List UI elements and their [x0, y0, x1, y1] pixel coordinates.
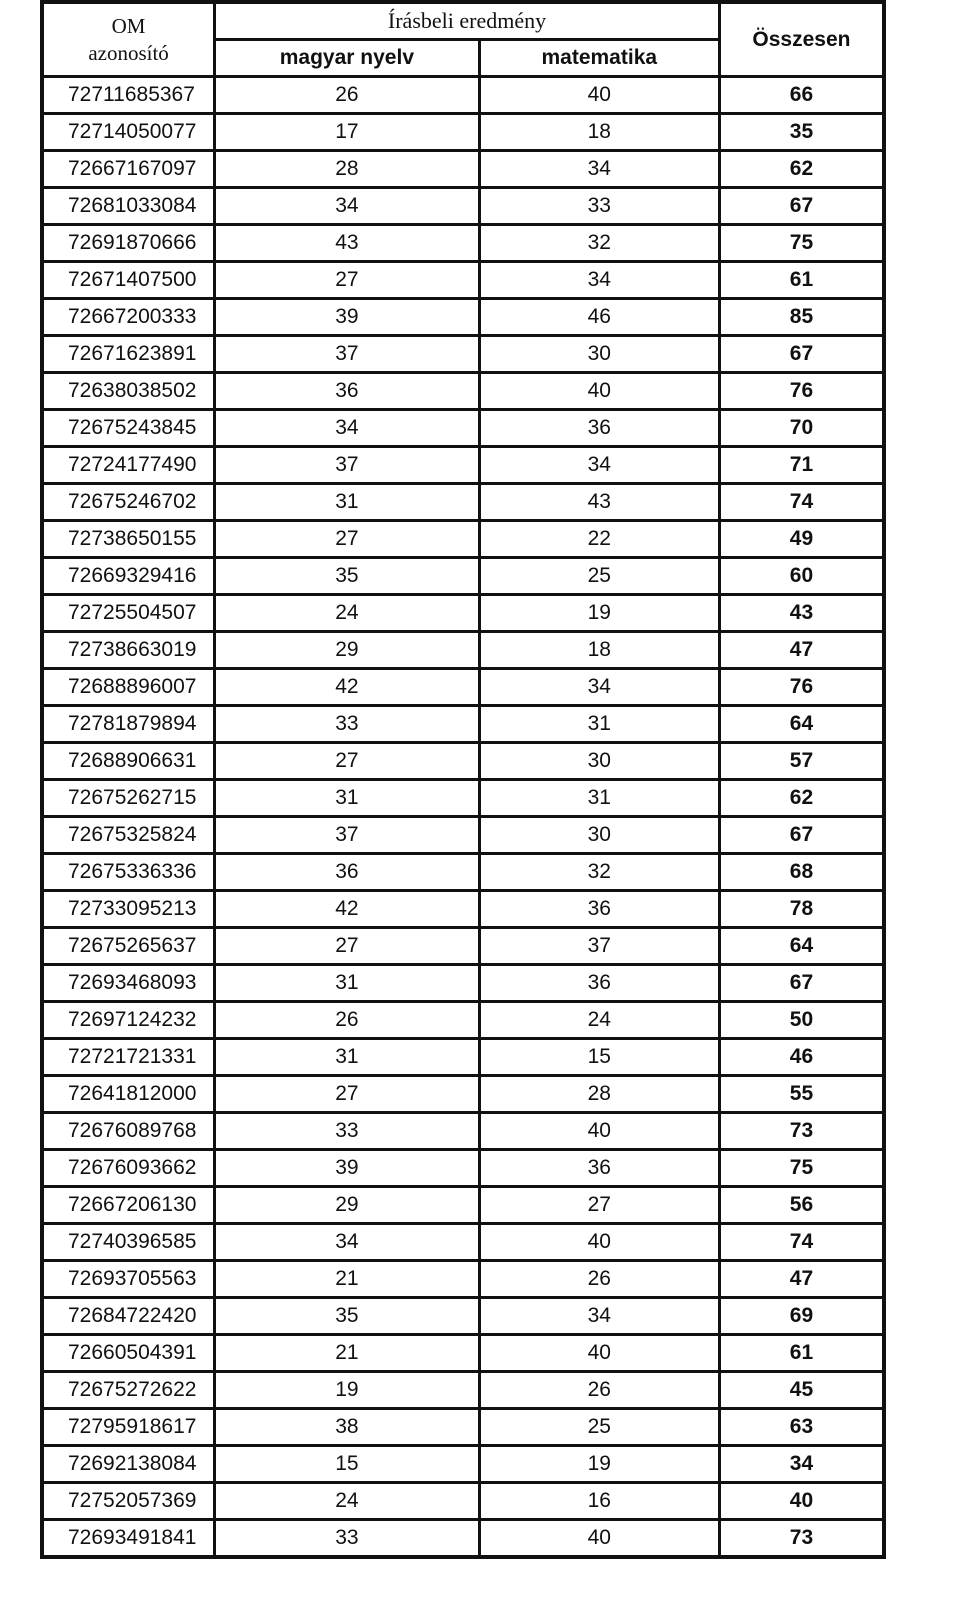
- table-row: [42, 1150, 884, 1187]
- hungarian-score-cell: 34: [215, 410, 480, 447]
- math-score-cell: 30: [479, 817, 719, 854]
- table-row: [42, 891, 884, 928]
- om-id-cell: 72671407500: [42, 262, 215, 299]
- math-score-cell: 34: [479, 447, 719, 484]
- om-id-cell: 72676089768: [42, 1113, 215, 1150]
- math-score-cell: 34: [479, 1298, 719, 1335]
- table-row: [42, 447, 884, 484]
- total-score-cell: 46: [719, 1039, 884, 1076]
- om-id-cell: 72676093662: [42, 1150, 215, 1187]
- hungarian-score-cell: 24: [215, 1483, 480, 1520]
- total-score-cell: 67: [719, 336, 884, 373]
- math-score-cell: 32: [479, 854, 719, 891]
- hungarian-score-cell: 42: [215, 669, 480, 706]
- om-id-cell: 72675246702: [42, 484, 215, 521]
- header-row-top: [42, 2, 884, 40]
- total-score-cell: 64: [719, 928, 884, 965]
- hungarian-score-cell: 35: [215, 558, 480, 595]
- om-id-cell: 72675336336: [42, 854, 215, 891]
- hungarian-score-cell: 31: [215, 965, 480, 1002]
- math-score-cell: 19: [479, 1446, 719, 1483]
- om-id-cell: 72752057369: [42, 1483, 215, 1520]
- math-score-cell: 37: [479, 928, 719, 965]
- om-id-cell: 72675265637: [42, 928, 215, 965]
- table-row: [42, 299, 884, 336]
- math-score-cell: 16: [479, 1483, 719, 1520]
- om-id-cell: 72740396585: [42, 1224, 215, 1261]
- hungarian-score-cell: 15: [215, 1446, 480, 1483]
- hungarian-score-cell: 33: [215, 1520, 480, 1558]
- om-id-cell: 72781879894: [42, 706, 215, 743]
- header-written-results: Írásbeli eredmény: [215, 2, 720, 40]
- total-score-cell: 73: [719, 1113, 884, 1150]
- math-score-cell: 36: [479, 965, 719, 1002]
- total-score-cell: 35: [719, 114, 884, 151]
- hungarian-score-cell: 26: [215, 1002, 480, 1039]
- om-id-cell: 72724177490: [42, 447, 215, 484]
- hungarian-score-cell: 36: [215, 854, 480, 891]
- table-row: [42, 336, 884, 373]
- om-id-cell: 72693491841: [42, 1520, 215, 1558]
- total-score-cell: 73: [719, 1520, 884, 1558]
- om-id-cell: 72795918617: [42, 1409, 215, 1446]
- hungarian-score-cell: 24: [215, 595, 480, 632]
- header-om-id: [42, 2, 215, 77]
- hungarian-score-cell: 27: [215, 743, 480, 780]
- total-score-cell: 68: [719, 854, 884, 891]
- om-id-cell: 72721721331: [42, 1039, 215, 1076]
- om-id-cell: 72733095213: [42, 891, 215, 928]
- total-score-cell: 62: [719, 780, 884, 817]
- table-row: [42, 1483, 884, 1520]
- table-body: [42, 77, 884, 1558]
- total-score-cell: 34: [719, 1446, 884, 1483]
- math-score-cell: 18: [479, 632, 719, 669]
- hungarian-score-cell: 29: [215, 1187, 480, 1224]
- math-score-cell: 15: [479, 1039, 719, 1076]
- table-row: [42, 114, 884, 151]
- om-id-cell: 72671623891: [42, 336, 215, 373]
- hungarian-score-cell: 21: [215, 1261, 480, 1298]
- om-id-cell: 72692138084: [42, 1446, 215, 1483]
- hungarian-score-cell: 27: [215, 262, 480, 299]
- total-score-cell: 40: [719, 1483, 884, 1520]
- total-score-cell: 69: [719, 1298, 884, 1335]
- math-score-cell: 32: [479, 225, 719, 262]
- table-row: [42, 1335, 884, 1372]
- table-row: [42, 188, 884, 225]
- math-score-cell: 46: [479, 299, 719, 336]
- results-table: [40, 0, 886, 1559]
- math-score-cell: 26: [479, 1372, 719, 1409]
- table-row: [42, 410, 884, 447]
- hungarian-score-cell: 34: [215, 1224, 480, 1261]
- hungarian-score-cell: 31: [215, 780, 480, 817]
- om-id-cell: 72675272622: [42, 1372, 215, 1409]
- hungarian-score-cell: 33: [215, 706, 480, 743]
- total-score-cell: 64: [719, 706, 884, 743]
- om-id-cell: 72738663019: [42, 632, 215, 669]
- om-id-cell: 72725504507: [42, 595, 215, 632]
- table-row: [42, 1002, 884, 1039]
- math-score-cell: 34: [479, 151, 719, 188]
- hungarian-score-cell: 42: [215, 891, 480, 928]
- math-score-cell: 19: [479, 595, 719, 632]
- total-score-cell: 47: [719, 632, 884, 669]
- total-score-cell: 76: [719, 373, 884, 410]
- hungarian-score-cell: 43: [215, 225, 480, 262]
- total-score-cell: 76: [719, 669, 884, 706]
- total-score-cell: 67: [719, 817, 884, 854]
- total-score-cell: 57: [719, 743, 884, 780]
- total-score-cell: 70: [719, 410, 884, 447]
- header-math: matematika: [479, 40, 719, 77]
- total-score-cell: 74: [719, 1224, 884, 1261]
- table-row: [42, 521, 884, 558]
- math-score-cell: 40: [479, 373, 719, 410]
- total-score-cell: 67: [719, 188, 884, 225]
- math-score-cell: 30: [479, 743, 719, 780]
- hungarian-score-cell: 39: [215, 1150, 480, 1187]
- math-score-cell: 40: [479, 1520, 719, 1558]
- total-score-cell: 55: [719, 1076, 884, 1113]
- total-score-cell: 63: [719, 1409, 884, 1446]
- om-id-cell: 72738650155: [42, 521, 215, 558]
- table-row: [42, 151, 884, 188]
- math-score-cell: 34: [479, 262, 719, 299]
- table-row: [42, 1187, 884, 1224]
- math-score-cell: 30: [479, 336, 719, 373]
- total-score-cell: 43: [719, 595, 884, 632]
- om-id-cell: 72667167097: [42, 151, 215, 188]
- om-id-cell: 72641812000: [42, 1076, 215, 1113]
- table-row: [42, 1261, 884, 1298]
- om-id-cell: 72693705563: [42, 1261, 215, 1298]
- total-score-cell: 85: [719, 299, 884, 336]
- math-score-cell: 43: [479, 484, 719, 521]
- math-score-cell: 24: [479, 1002, 719, 1039]
- table-row: [42, 743, 884, 780]
- om-id-cell: 72693468093: [42, 965, 215, 1002]
- hungarian-score-cell: 33: [215, 1113, 480, 1150]
- om-id-cell: 72669329416: [42, 558, 215, 595]
- hungarian-score-cell: 26: [215, 77, 480, 114]
- total-score-cell: 71: [719, 447, 884, 484]
- table-row: [42, 1076, 884, 1113]
- table-row: [42, 1446, 884, 1483]
- math-score-cell: 40: [479, 1335, 719, 1372]
- table-row: [42, 1372, 884, 1409]
- table-row: [42, 1409, 884, 1446]
- om-id-cell: 72681033084: [42, 188, 215, 225]
- hungarian-score-cell: 37: [215, 336, 480, 373]
- om-id-cell: 72675243845: [42, 410, 215, 447]
- hungarian-score-cell: 37: [215, 817, 480, 854]
- total-score-cell: 60: [719, 558, 884, 595]
- om-id-cell: 72667200333: [42, 299, 215, 336]
- header-total: Összesen: [719, 2, 884, 77]
- math-score-cell: 36: [479, 410, 719, 447]
- hungarian-score-cell: 31: [215, 1039, 480, 1076]
- om-id-cell: 72667206130: [42, 1187, 215, 1224]
- total-score-cell: 67: [719, 965, 884, 1002]
- total-score-cell: 74: [719, 484, 884, 521]
- table-row: [42, 77, 884, 114]
- table-row: [42, 854, 884, 891]
- table-row: [42, 1520, 884, 1558]
- math-score-cell: 18: [479, 114, 719, 151]
- table-row: [42, 965, 884, 1002]
- table-header: [42, 2, 884, 77]
- math-score-cell: 31: [479, 780, 719, 817]
- total-score-cell: 49: [719, 521, 884, 558]
- total-score-cell: 62: [719, 151, 884, 188]
- table-row: [42, 373, 884, 410]
- hungarian-score-cell: 34: [215, 188, 480, 225]
- hungarian-score-cell: 35: [215, 1298, 480, 1335]
- total-score-cell: 75: [719, 225, 884, 262]
- math-score-cell: 25: [479, 1409, 719, 1446]
- math-score-cell: 25: [479, 558, 719, 595]
- hungarian-score-cell: 39: [215, 299, 480, 336]
- total-score-cell: 47: [719, 1261, 884, 1298]
- math-score-cell: 34: [479, 669, 719, 706]
- table-row: [42, 1224, 884, 1261]
- table-row: [42, 928, 884, 965]
- math-score-cell: 36: [479, 1150, 719, 1187]
- math-score-cell: 28: [479, 1076, 719, 1113]
- hungarian-score-cell: 21: [215, 1335, 480, 1372]
- om-id-cell: 72688906631: [42, 743, 215, 780]
- om-id-cell: 72688896007: [42, 669, 215, 706]
- math-score-cell: 22: [479, 521, 719, 558]
- math-score-cell: 26: [479, 1261, 719, 1298]
- table-row: [42, 706, 884, 743]
- om-id-cell: 72697124232: [42, 1002, 215, 1039]
- table-row: [42, 262, 884, 299]
- total-score-cell: 61: [719, 1335, 884, 1372]
- hungarian-score-cell: 37: [215, 447, 480, 484]
- om-id-cell: 72660504391: [42, 1335, 215, 1372]
- total-score-cell: 45: [719, 1372, 884, 1409]
- hungarian-score-cell: 27: [215, 1076, 480, 1113]
- total-score-cell: 75: [719, 1150, 884, 1187]
- hungarian-score-cell: 36: [215, 373, 480, 410]
- om-id-cell: 72714050077: [42, 114, 215, 151]
- hungarian-score-cell: 27: [215, 928, 480, 965]
- hungarian-score-cell: 29: [215, 632, 480, 669]
- om-id-cell: 72675325824: [42, 817, 215, 854]
- table-row: [42, 669, 884, 706]
- table-row: [42, 558, 884, 595]
- math-score-cell: 40: [479, 1113, 719, 1150]
- hungarian-score-cell: 28: [215, 151, 480, 188]
- table-row: [42, 595, 884, 632]
- table-row: [42, 1113, 884, 1150]
- om-id-cell: 72684722420: [42, 1298, 215, 1335]
- total-score-cell: 56: [719, 1187, 884, 1224]
- math-score-cell: 36: [479, 891, 719, 928]
- total-score-cell: 50: [719, 1002, 884, 1039]
- math-score-cell: 33: [479, 188, 719, 225]
- math-score-cell: 27: [479, 1187, 719, 1224]
- header-hungarian: magyar nyelv: [215, 40, 480, 77]
- total-score-cell: 78: [719, 891, 884, 928]
- math-score-cell: 31: [479, 706, 719, 743]
- table-row: [42, 1039, 884, 1076]
- header-om-line1: OM: [111, 13, 146, 38]
- total-score-cell: 66: [719, 77, 884, 114]
- table-row: [42, 780, 884, 817]
- total-score-cell: 61: [719, 262, 884, 299]
- table-row: [42, 1298, 884, 1335]
- hungarian-score-cell: 27: [215, 521, 480, 558]
- hungarian-score-cell: 31: [215, 484, 480, 521]
- hungarian-score-cell: 19: [215, 1372, 480, 1409]
- table-row: [42, 225, 884, 262]
- table-row: [42, 484, 884, 521]
- table-row: [42, 632, 884, 669]
- om-id-cell: 72711685367: [42, 77, 215, 114]
- header-om-line2: azonosító: [88, 40, 169, 65]
- om-id-cell: 72691870666: [42, 225, 215, 262]
- table-row: [42, 817, 884, 854]
- math-score-cell: 40: [479, 77, 719, 114]
- math-score-cell: 40: [479, 1224, 719, 1261]
- hungarian-score-cell: 17: [215, 114, 480, 151]
- hungarian-score-cell: 38: [215, 1409, 480, 1446]
- om-id-cell: 72638038502: [42, 373, 215, 410]
- om-id-cell: 72675262715: [42, 780, 215, 817]
